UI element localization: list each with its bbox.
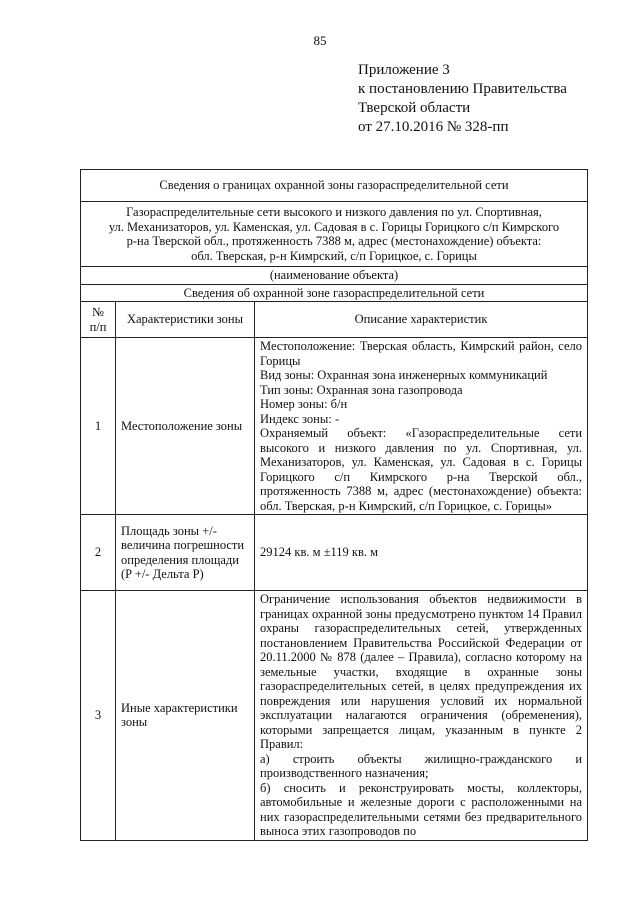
appendix-line-3: Тверской области [358,100,471,116]
row-number: 2 [81,515,116,591]
row-characteristic: Местоположение зоны [116,338,255,515]
row-description [255,338,588,515]
description-line: Тип зоны: Охранная зона газопровода [260,382,463,397]
row-characteristic: Иные характеристики зоны [116,591,255,841]
header-num: № п/п [81,302,116,338]
description-line: Индекс зоны: - [260,411,340,426]
object-line: р-на Тверской обл., протяженность 7388 м, адрес (местонахождение) объекта: [126,234,542,248]
table-row [81,515,588,591]
appendix-line-2: к постановлению Правительства [358,81,567,97]
object-caption: (наименование объекта) [81,267,588,285]
page-number: 85 [313,33,327,48]
description-line: Вид зоны: Охранная зона инженерных коммуникаций [260,368,548,382]
row-number: 1 [81,338,116,515]
object-line: обл. Тверская, р-н Кимрский, с/п Горицкое, с. Горицы [191,248,477,263]
table-row [81,591,588,841]
appendix-header [358,61,567,137]
zone-heading: Сведения об охранной зоне газораспределительной сети [81,284,588,302]
row-description: 29124 кв. м ±119 кв. м [255,515,588,591]
row-description [255,591,588,841]
description-line: а) строить объекты жилищно-гражданского и производственного назначения; [260,751,583,780]
appendix-line-4: от 27.10.2016 № 328-пп [358,119,509,135]
description-line: б) сносить и реконструировать мосты, коллекторы, автомобильные и железные дороги с расположенными на них газораспределительными сетями без предварительного выноса этих газопроводов по [260,780,583,838]
object-line: Газораспределительные сети высокого и низкого давления по ул. Спортивная, [126,205,542,219]
zone-table [80,169,588,841]
row-characteristic: Площадь зоны +/- величина погрешности определения площади (P +/- Дельта P) [116,515,255,591]
table-row [81,338,588,515]
description-line: Ограничение использования объектов недвижимости в границах охранной зоны предусмотрено пунктом 14 Правил охраны газораспределительных сетей, утвержденных постановлением Правительства Российской Федерации от 20.11.2000 № 878 (далее – Правила), согласно которому на земельные участки, входящие в охранные зоны газораспределительных сетей, в целях предупреждения их повреждения или нарушения условий их нормальной эксплуатации налагаются ограничения (обременения), которыми запрещается лицам, указанным в пункте 2 Правил: [260,592,583,751]
row-number: 3 [81,591,116,841]
description-line: Номер зоны: б/н [260,397,348,411]
description-line: Местоположение: Тверская область, Кимрский район, село Горицы [260,339,583,368]
header-description: Описание характеристик [255,302,588,338]
object-name [81,202,588,267]
table-title: Сведения о границах охранной зоны газораспределительной сети [81,170,588,202]
header-characteristic: Характеристики зоны [116,302,255,338]
appendix-line-1: Приложение 3 [358,62,450,78]
description-line: Охраняемый объект: «Газораспределительные сети высокого и низкого давления по ул. Спортивная, ул. Механизаторов, ул. Каменская, ул. Садовая в с. Горицы Горицкого с/п Кимрского р-на Тверской обл., протяженность 7388 м, адрес (местонахождение) объекта: обл. Тверская, р-н Кимрский, с/п Горицкое, с. Горицы» [260,426,583,513]
object-line: ул. Механизаторов, ул. Каменская, ул. Садовая в с. Горицы Горицкого с/п Кимрского [108,219,560,234]
